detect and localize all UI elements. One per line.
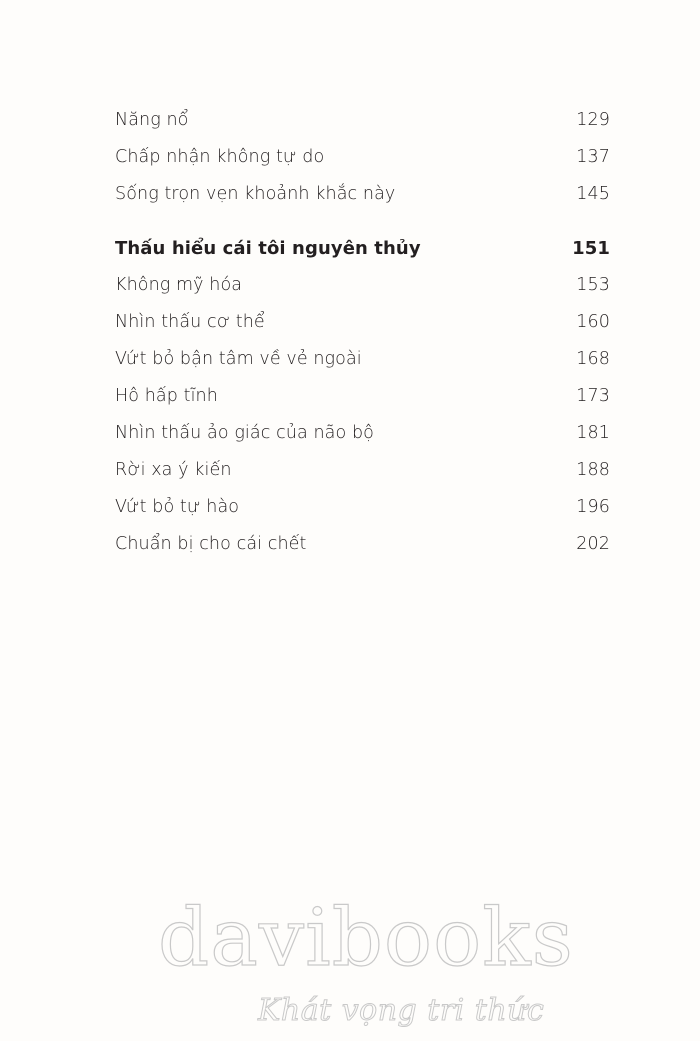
toc-entry-page: 160 (576, 312, 610, 332)
toc-entry (115, 497, 610, 534)
toc-entry-page: 196 (576, 497, 610, 517)
toc-entry (115, 147, 610, 184)
toc-entry (115, 110, 610, 147)
toc-entry-page: 173 (576, 386, 610, 406)
toc-section-heading (115, 238, 610, 275)
toc-section-page: 151 (572, 238, 610, 259)
toc-entry-title: Nhìn thấu ảo giác của não bộ (115, 423, 374, 443)
toc-entry-page: 145 (576, 184, 610, 204)
watermark-tagline: Khát vọng tri thức (258, 993, 545, 1028)
toc-entry-page: 168 (576, 349, 610, 369)
toc-entry-page: 188 (576, 460, 610, 480)
toc-entry-title: Nhìn thấu cơ thể (115, 312, 265, 332)
toc-entry (115, 275, 610, 312)
toc-entry-title: Năng nổ (115, 110, 189, 130)
watermark-brand: davibooks (158, 891, 574, 984)
toc-entry-title: Không mỹ hóa (115, 275, 243, 295)
toc-entry (115, 534, 610, 571)
toc-entry-title: Hô hấp tĩnh (115, 386, 218, 406)
toc-entry-page: 202 (576, 534, 610, 554)
toc-entry (115, 312, 610, 349)
toc-entry-page: 137 (576, 147, 610, 167)
toc-entry-title: Chuẩn bị cho cái chết (115, 534, 307, 554)
toc-entry-page: 153 (576, 275, 610, 295)
table-of-contents (115, 110, 610, 571)
toc-section-title: Thấu hiểu cái tôi nguyên thủy (115, 238, 421, 259)
toc-entry (115, 423, 610, 460)
toc-entry (115, 386, 610, 423)
toc-entry-title: Rời xa ý kiến (115, 460, 232, 480)
toc-entry-title: Vứt bỏ bận tâm về vẻ ngoài (115, 349, 362, 369)
toc-entry-page: 181 (576, 423, 610, 443)
toc-entry-page: 129 (576, 110, 610, 130)
toc-entry-title: Vứt bỏ tự hào (115, 497, 240, 517)
toc-entry (115, 184, 610, 221)
toc-entry (115, 460, 610, 497)
toc-entry-title: Chấp nhận không tự do (115, 147, 325, 167)
toc-entry (115, 349, 610, 386)
toc-entry-title: Sống trọn vẹn khoảnh khắc này (115, 184, 396, 204)
